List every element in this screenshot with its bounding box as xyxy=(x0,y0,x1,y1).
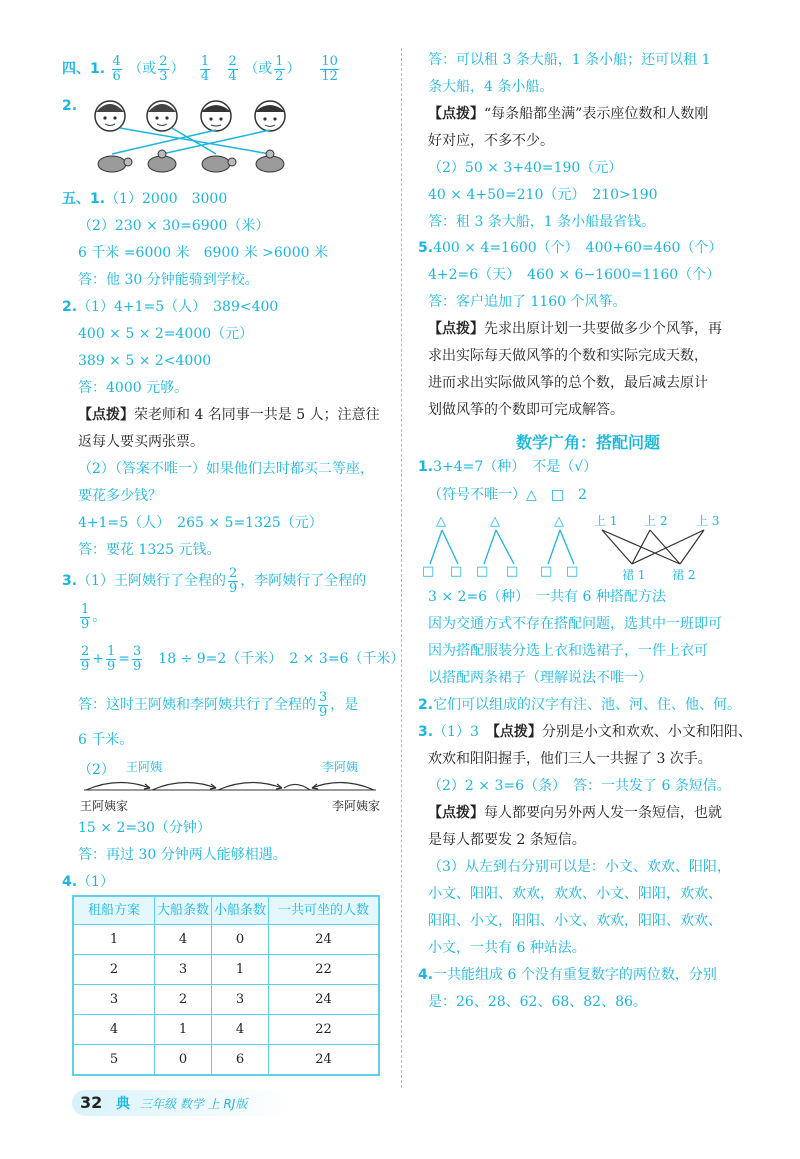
tree-top-triangle: △ xyxy=(490,514,500,529)
table-row: 3 2 3 24 xyxy=(73,985,379,1015)
q5-line1: 5.400 × 4=1600（个） 400+60=460（个） xyxy=(418,240,723,256)
book-title: 三年级 数学 上 RJ版 xyxy=(140,1097,248,1111)
a3-line6: 阳阳、小文，阳阳、小文、欢欢，阳阳、欢欢、 xyxy=(428,913,722,929)
table-row: 2 3 1 22 xyxy=(73,955,379,985)
turtle-icon xyxy=(98,156,132,172)
boat-answer-line1: 答：可以租 3 条大船，1 条小船；还可以租 1 xyxy=(428,52,711,68)
wang-label: 王阿姨 xyxy=(126,760,163,774)
fraction: $\frac{1}{4}$ xyxy=(200,53,210,84)
fraction: $\frac{2}{4}$ xyxy=(228,53,237,84)
child-face-icon xyxy=(147,101,177,131)
tree-bottom-square: □ xyxy=(540,564,553,579)
s5-q4-line1: 4.（1） xyxy=(62,874,114,890)
a1-line2: （符号不唯一）△ □ 2 xyxy=(428,487,587,503)
fraction: $\frac{3}{9}$ xyxy=(319,689,328,720)
child-face-icon xyxy=(201,101,231,131)
header-plan: 租船方案 xyxy=(73,896,155,925)
fraction: $\frac{1}{9}$ xyxy=(81,601,90,632)
s5-q3-answer2: 答：再过 30 分钟两人能够相遇。 xyxy=(78,847,287,863)
boat-part2-line2: 40 × 4+50=210（元） 210>190 xyxy=(428,187,658,203)
fraction: $\frac{3}{9}$ xyxy=(133,643,142,674)
s5-q2-line2: 400 × 5 × 2=4000（元） xyxy=(78,326,254,342)
s5-q1-answer: 答：他 30 分钟能骑到学校。 xyxy=(78,272,259,288)
a3-tip-line2: 是每人都要发 2 条短信。 xyxy=(428,832,586,848)
fraction: $\frac{1}{2}$ xyxy=(275,53,284,84)
a3-line4: （3）从左到右分别可以是：小文、欢欢、阳阳， xyxy=(428,859,731,875)
child-face-icon xyxy=(255,101,285,131)
a4-line2: 是：26、28、62、68、82、86。 xyxy=(428,994,647,1010)
s5-q3-part2: （2） xyxy=(78,762,115,778)
tree-bottom-square: □ xyxy=(566,564,579,579)
header-total-people: 一共可坐的人数 xyxy=(269,896,380,925)
a1-line4: 因为交通方式不存在搭配问题，选其中一班即可 xyxy=(428,616,722,632)
table-header-row xyxy=(73,896,379,925)
s5-q3-line2: $\frac{1}{9}$ 。 xyxy=(81,601,107,632)
a3-line1: 3.（1）3 【点拨】分别是小文和欢欢、小文和阳阳、 xyxy=(418,724,752,740)
a3-line2: 欢欢和阳阳握手，他们三人一共握了 3 次手。 xyxy=(428,751,712,767)
a3-line7: 小文，一共有 6 种站法。 xyxy=(428,940,586,956)
s5-q2-line1: 2.（1）4+1=5（人） 389<400 xyxy=(62,299,279,315)
section-heading: 数学广角：搭配问题 xyxy=(515,433,660,452)
a3-line3: （2）2 × 3=6（条） 答：一共发了 6 条短信。 xyxy=(428,778,731,794)
a1-line5: 因为搭配服装分选上衣和选裙子，一件上衣可 xyxy=(428,643,708,659)
wang-home-label: 王阿姨家 xyxy=(80,799,129,813)
turtle-icon xyxy=(148,150,176,172)
s5-q2-answer2: 答：要花 1325 元钱。 xyxy=(78,542,221,558)
tree-bottom-square: □ xyxy=(422,564,435,579)
q5-tip-line3: 进而求出实际做风筝的总个数，最后减去原计 xyxy=(428,375,708,391)
top-2-label: 上 2 xyxy=(644,514,668,528)
q5-tip-line1: 【点拨】先求出原计划一共要做多少个风筝，再 xyxy=(428,321,722,337)
boat-answer-line2: 条大船，4 条小船。 xyxy=(428,79,554,95)
s5-q3-line7: 15 × 2=30（分钟） xyxy=(78,820,211,836)
tree-top-triangle: △ xyxy=(554,514,564,529)
s4-q1: 四、1. $\frac{4}{6}$ （或 $\frac{2}{3}$ ） $\frac{1}{4}$ $\frac{2}{4}$ （或 $\frac{1}{2}$ ） $\frac{10}{12}$ xyxy=(62,53,338,84)
table-row: 5 0 6 24 xyxy=(73,1045,379,1076)
q5-tip-line2: 求出实际每天做风筝的个数和实际完成天数， xyxy=(428,348,708,364)
fraction: $\frac{2}{9}$ xyxy=(81,643,90,674)
skirt-1-label: 裙 1 xyxy=(622,568,646,582)
a2-line1: 2.它们可以组成的汉字有注、池、河、住、他、何。 xyxy=(418,697,742,713)
header-big-boats: 大船条数 xyxy=(155,896,212,925)
q5-answer: 答：客户追加了 1160 个风筝。 xyxy=(428,294,627,310)
s5-q1-line2: （2）230 × 30=6900（米） xyxy=(78,218,270,234)
matching-illustration xyxy=(92,92,322,182)
boat-tip-line1: 【点拨】“每条船都坐满”表示座位数和人数刚 xyxy=(428,106,709,122)
s4-q2-label: 2. xyxy=(62,98,78,114)
fraction: $\frac{1}{9}$ xyxy=(107,643,116,674)
turtle-icon xyxy=(202,156,236,172)
page-footer xyxy=(72,1090,292,1116)
s5-q2-tip-line1: 【点拨】荣老师和 4 名同事一共是 5 人；注意往 xyxy=(78,407,380,423)
s5-q2-line7: 4+1=5（人） 265 × 5=1325（元） xyxy=(78,515,323,531)
q5-tip-line4: 划做风筝的个数即可完成解答。 xyxy=(428,402,624,418)
top-1-label: 上 1 xyxy=(594,514,618,528)
header-small-boats: 小船条数 xyxy=(212,896,269,925)
s5-q3-line3: $\frac{2}{9}$ + $\frac{1}{9}$ = $\frac{3}{9}$ 18 ÷ 9=2（千米） 2 × 3=6（千米） xyxy=(81,643,405,674)
boat-part2-answer: 答：租 3 条大船，1 条小船最省钱。 xyxy=(428,214,656,230)
tree-top-triangle: △ xyxy=(436,514,446,529)
s5-q2-line3: 389 × 5 × 2<4000 xyxy=(78,353,212,369)
a1-line1: 1.3+4=7（种） 不是（√） xyxy=(418,459,598,475)
a3-tip-line1: 【点拨】每人都要向另外两人发一条短信，也就 xyxy=(428,805,722,821)
boat-tip-line2: 好对应，不多不少。 xyxy=(428,133,554,149)
tree-bottom-square: □ xyxy=(506,564,519,579)
turtle-icon xyxy=(256,150,284,172)
li-home-label: 李阿姨家 xyxy=(332,799,381,813)
tree-bottom-square: □ xyxy=(450,564,463,579)
skirt-2-label: 裙 2 xyxy=(672,568,696,582)
a1-line6: 以搭配两条裙子（理解说法不唯一） xyxy=(428,670,652,686)
a3-line5: 小文、阳阳、欢欢，欢欢、小文、阳阳，欢欢、 xyxy=(428,886,722,902)
s5-q3-answer: 答：这时王阿姨和李阿姨共行了全程的 $\frac{3}{9}$ ，是 xyxy=(78,689,359,720)
table-row: 1 4 0 24 xyxy=(73,925,379,955)
s5-q3-answer-cont: 6 千米。 xyxy=(78,732,134,748)
column-divider xyxy=(401,48,402,1088)
a1-line3: 3 × 2=6（种） 一共有 6 种搭配方法 xyxy=(428,589,666,605)
boat-part2-line1: （2）50 × 3+40=190（元） xyxy=(428,160,623,176)
s5-q1-line1: 五、1.（1）2000 3000 xyxy=(62,191,228,207)
child-face-icon xyxy=(95,101,125,131)
q5-line2: 4+2=6（天） 460 × 6−1600=1160（个） xyxy=(428,267,721,283)
s5-q2-tip-line2: 返每人要买两张票。 xyxy=(78,434,204,450)
fraction: $\frac{4}{6}$ xyxy=(112,53,121,84)
boat-rental-table xyxy=(72,895,380,1076)
table-row: 4 1 4 22 xyxy=(73,1015,379,1045)
s5-q2-line6: 要花多少钱？ xyxy=(78,488,162,504)
fraction: $\frac{10}{12}$ xyxy=(321,53,338,84)
s5-q1-line3: 6 千米 =6000 米 6900 米 >6000 米 xyxy=(78,245,328,261)
matching-lines xyxy=(112,128,270,154)
s5-q3-line1: 3.（1）王阿姨行了全程的 $\frac{2}{9}$ ，李阿姨行了全程的 xyxy=(62,565,367,596)
page-number: 32 xyxy=(80,1093,103,1112)
tree-bottom-square: □ xyxy=(476,564,489,579)
s5-q2-line5: （2）（答案不唯一）如果他们去时都买二等座， xyxy=(78,461,374,477)
li-label: 李阿姨 xyxy=(322,760,359,774)
fraction: $\frac{2}{9}$ xyxy=(228,565,238,596)
brand-logo: 典 xyxy=(116,1096,130,1112)
fraction: $\frac{2}{3}$ xyxy=(159,53,168,84)
a4-line1: 4.一共能组成 6 个没有重复数字的两位数，分别 xyxy=(418,967,717,983)
s5-q2-answer: 答：4000 元够。 xyxy=(78,380,189,396)
meeting-diagram xyxy=(80,774,380,798)
top-3-label: 上 3 xyxy=(696,514,720,528)
